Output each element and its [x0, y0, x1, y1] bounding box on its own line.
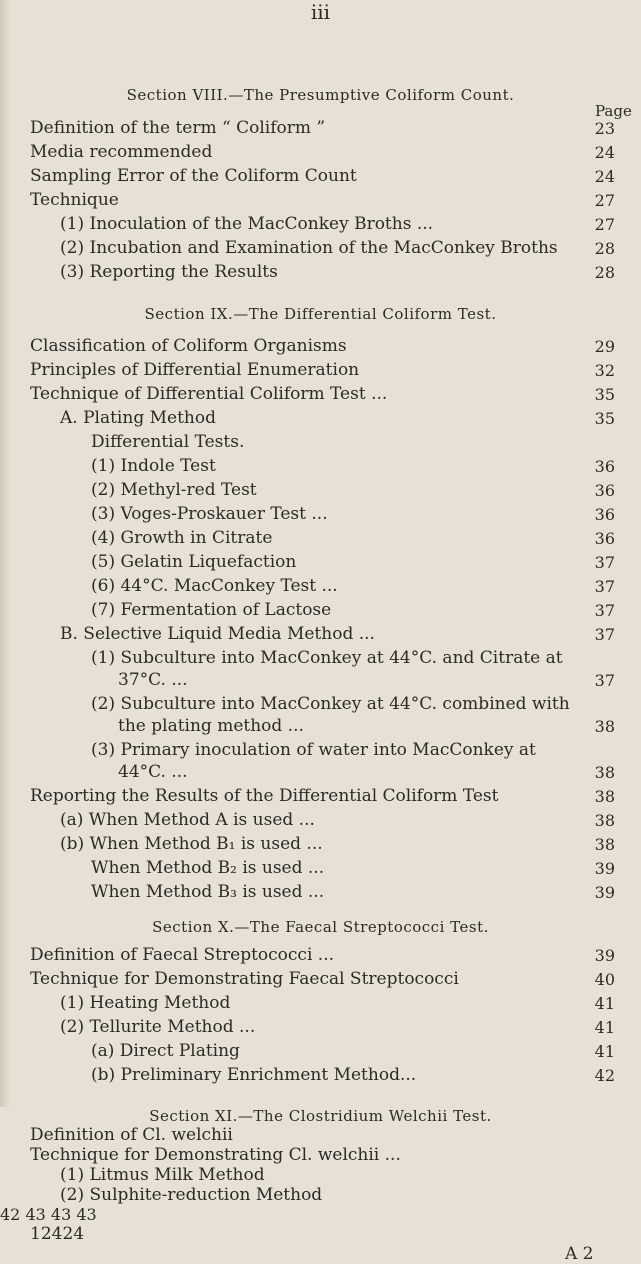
toc-subheading: Differential Tests.	[91, 432, 245, 452]
toc-entry: (7) Fermentation of Lactose	[91, 600, 332, 620]
toc-entry: Definition of Cl. welchii	[30, 1125, 233, 1145]
toc-entry: (1) Heating Method	[60, 993, 231, 1013]
toc-entry-continued: the plating method ...	[118, 716, 304, 736]
toc-entry: (2) Methyl-red Test	[91, 480, 257, 500]
toc-entry: (3) Voges-Proskauer Test ...	[91, 504, 328, 524]
footer-signature-number: 12424	[30, 1224, 85, 1244]
toc-page: 37	[594, 577, 615, 596]
toc-entry: Technique	[30, 190, 119, 210]
toc-entry: (b) Preliminary Enrichment Method...	[91, 1065, 417, 1085]
toc-entry: (6) 44°C. MacConkey Test ...	[91, 576, 338, 596]
toc-entry: Definition of Faecal Streptococci ...	[30, 945, 334, 965]
toc-entry: A. Plating Method	[60, 408, 216, 428]
toc-page: 42	[594, 1066, 615, 1085]
page-column-heading: Page	[595, 102, 632, 120]
toc-page: 39	[594, 946, 615, 965]
toc-page: 39	[594, 883, 615, 902]
toc-entry: (b) When Method B₁ is used ...	[60, 834, 323, 854]
toc-entry: Classification of Coliform Organisms	[30, 336, 347, 356]
toc-entry: (5) Gelatin Liquefaction	[91, 552, 297, 572]
toc-page: 38	[594, 763, 615, 782]
toc-entry-continued: 44°C. ...	[118, 762, 188, 782]
toc-page: 35	[594, 409, 615, 428]
toc-entry: (2) Tellurite Method ...	[60, 1017, 256, 1037]
toc-page: 36	[594, 457, 615, 476]
toc-page: 24	[594, 167, 615, 186]
section-heading-x: Section X.—The Faecal Streptococci Test.	[152, 918, 489, 936]
toc-page: 24	[594, 143, 615, 162]
toc-page: 37	[594, 625, 615, 644]
toc-entry: Definition of the term “ Coliform ”	[30, 118, 326, 138]
toc-entry-continued: 37°C. ...	[118, 670, 188, 690]
below-fold-region	[0, 1107, 641, 1264]
toc-entry: (3) Primary inoculation of water into MacConkey at	[91, 740, 536, 760]
toc-entry: (2) Incubation and Examination of the MacConkey Broths	[60, 238, 558, 258]
toc-entry: Media recommended	[30, 142, 213, 162]
toc-page: 43	[76, 1205, 97, 1224]
toc-page: 27	[594, 191, 615, 210]
toc-entry: Technique for Demonstrating Cl. welchii ...	[30, 1145, 401, 1165]
toc-page: 28	[594, 263, 615, 282]
toc-entry: (1) Inoculation of the MacConkey Broths ...	[60, 214, 434, 234]
toc-entry: Reporting the Results of the Differential Coliform Test	[30, 786, 499, 806]
toc-entry: B. Selective Liquid Media Method ...	[60, 624, 375, 644]
toc-page: 42	[0, 1205, 21, 1224]
toc-page: 41	[594, 994, 615, 1013]
toc-entry: (a) When Method A is used ...	[60, 810, 315, 830]
toc-entry: Technique of Differential Coliform Test ...	[30, 384, 388, 404]
section-heading-viii: Section VIII.—The Presumptive Coliform Count.	[126, 86, 515, 104]
toc-entry: Principles of Differential Enumeration	[30, 360, 360, 380]
toc-entry: When Method B₂ is used ...	[91, 858, 325, 878]
toc-page: 32	[594, 361, 615, 380]
toc-page: 38	[594, 717, 615, 736]
page-number: iii	[310, 0, 331, 24]
toc-page: 35	[594, 385, 615, 404]
toc-entry: (1) Litmus Milk Method	[60, 1165, 265, 1185]
toc-entry: (3) Reporting the Results	[60, 262, 278, 282]
toc-entry: (2) Sulphite-reduction Method	[60, 1185, 323, 1205]
toc-page: 38	[594, 811, 615, 830]
toc-entry: (a) Direct Plating	[91, 1041, 240, 1061]
toc-entry: Sampling Error of the Coliform Count	[30, 166, 357, 186]
toc-page: 38	[594, 787, 615, 806]
toc-page: 29	[594, 337, 615, 356]
toc-page: 23	[594, 119, 615, 138]
toc-page: 28	[594, 239, 615, 258]
toc-page: 27	[594, 215, 615, 234]
toc-entry: When Method B₃ is used ...	[91, 882, 325, 902]
toc-page: 41	[594, 1018, 615, 1037]
toc-entry: Technique for Demonstrating Faecal Streptococci	[30, 969, 459, 989]
footer-signature-mark: A 2	[565, 1244, 594, 1264]
toc-page: 41	[594, 1042, 615, 1061]
toc-page: 36	[594, 505, 615, 524]
toc-page: 43	[25, 1205, 46, 1224]
toc-page: 36	[594, 529, 615, 548]
section-heading-xi: Section XI.—The Clostridium Welchii Test.	[149, 1107, 492, 1125]
section-heading-ix: Section IX.—The Differential Coliform Test.	[144, 305, 497, 323]
toc-entry: (4) Growth in Citrate	[91, 528, 273, 548]
toc-entry: (2) Subculture into MacConkey at 44°C. combined with	[91, 694, 570, 714]
toc-page: 38	[594, 835, 615, 854]
page-edge-shadow	[0, 0, 10, 1107]
toc-entry: (1) Indole Test	[91, 456, 216, 476]
toc-page: 43	[50, 1205, 72, 1224]
toc-page: 40	[594, 970, 615, 989]
toc-entry: (1) Subculture into MacConkey at 44°C. and Citrate at	[91, 648, 563, 668]
toc-page: 37	[594, 553, 615, 572]
toc-page: 37	[594, 671, 615, 690]
toc-page: 36	[594, 481, 615, 500]
toc-page: 37	[594, 601, 615, 620]
toc-page: 39	[594, 859, 615, 878]
